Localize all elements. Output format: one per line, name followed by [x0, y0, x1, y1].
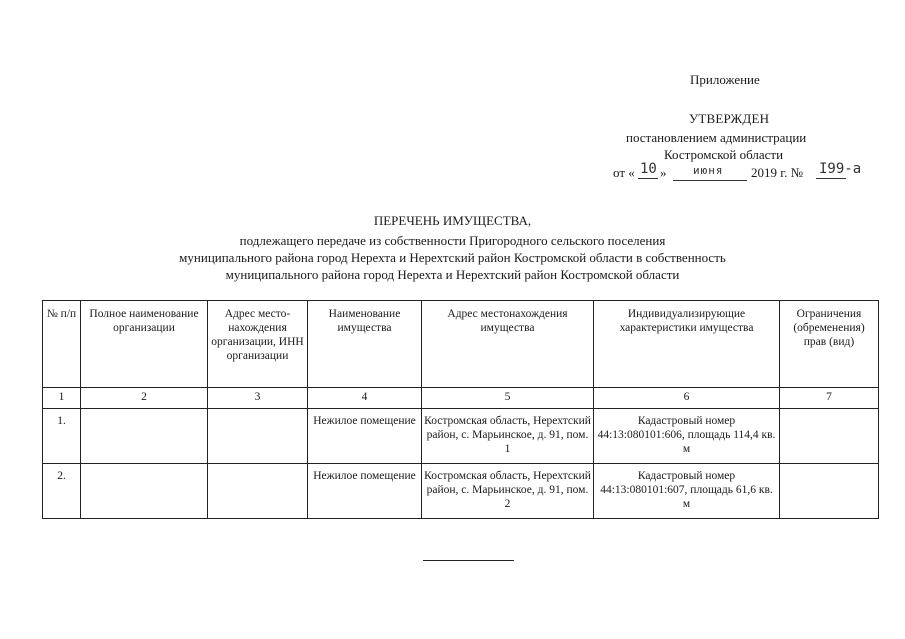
property-address-cell: Костромская область, Нерехтский район, с. Марьинское, д. 91, пом. 1 — [422, 409, 594, 464]
property-table — [42, 300, 879, 519]
date-year: 2019 г. № — [751, 165, 804, 180]
header-cell-characteristics: Индивидуализирующие характеристики имущества — [594, 301, 780, 388]
characteristics-cell: Кадастровый номер 44:13:080101:607, площадь 61,6 кв. м — [594, 464, 780, 519]
decree-line-1: постановлением администрации — [626, 130, 807, 145]
date-day: 10 — [640, 161, 657, 177]
header-cell-org-name: Полное наименование организации — [81, 301, 208, 388]
column-number: 2 — [81, 388, 208, 409]
org-name-cell — [81, 464, 208, 519]
property-address-cell: Костромская область, Нерехтский район, с. Марьинское, д. 91, пом. 2 — [422, 464, 594, 519]
title-line-4: муниципального района город Нерехта и Нерехтский район Костромской области — [225, 267, 680, 282]
table-header-row — [43, 301, 879, 388]
column-number: 7 — [780, 388, 879, 409]
date-mid: » — [660, 165, 667, 180]
document-title: ПЕРЕЧЕНЬ ИМУЩЕСТВА, — [373, 213, 532, 228]
header-cell-org-address: Адрес место-нахождения организации, ИНН организации — [208, 301, 308, 388]
column-number: 3 — [208, 388, 308, 409]
table-row — [43, 464, 879, 519]
header-cell-num: № п/п — [43, 301, 81, 388]
date-month: июня — [693, 164, 724, 177]
date-prefix: от « — [613, 165, 635, 180]
decree-date-line — [613, 161, 873, 185]
row-number: 1. — [43, 409, 81, 464]
decree-number: I99-а — [819, 161, 862, 177]
org-name-cell — [81, 409, 208, 464]
column-number: 4 — [308, 388, 422, 409]
column-number-row — [43, 388, 879, 409]
appendix-label: Приложение — [690, 72, 760, 87]
decree-line-2: Костромской области — [664, 147, 784, 162]
header-cell-restrictions: Ограничения (обременения) прав (вид) — [780, 301, 879, 388]
characteristics-cell: Кадастровый номер 44:13:080101:606, площадь 114,4 кв. м — [594, 409, 780, 464]
column-number: 1 — [43, 388, 81, 409]
column-number: 6 — [594, 388, 780, 409]
org-address-cell — [208, 464, 308, 519]
approved-label: УТВЕРЖДЕН — [689, 111, 770, 126]
title-line-3: муниципального района город Нерехта и Нерехтский район Костромской области в собственность — [179, 250, 726, 265]
header-cell-property-name: Наименование имущества — [308, 301, 422, 388]
property-name-cell: Нежилое помещение — [308, 409, 422, 464]
row-number: 2. — [43, 464, 81, 519]
footer-divider — [423, 560, 514, 561]
column-number: 5 — [422, 388, 594, 409]
restrictions-cell — [780, 464, 879, 519]
restrictions-cell — [780, 409, 879, 464]
header-cell-property-address: Адрес местонахождения имущества — [422, 301, 594, 388]
title-line-2: подлежащего передаче из собственности Пригородного сельского поселения — [239, 233, 666, 248]
property-name-cell: Нежилое помещение — [308, 464, 422, 519]
org-address-cell — [208, 409, 308, 464]
table-row — [43, 409, 879, 464]
